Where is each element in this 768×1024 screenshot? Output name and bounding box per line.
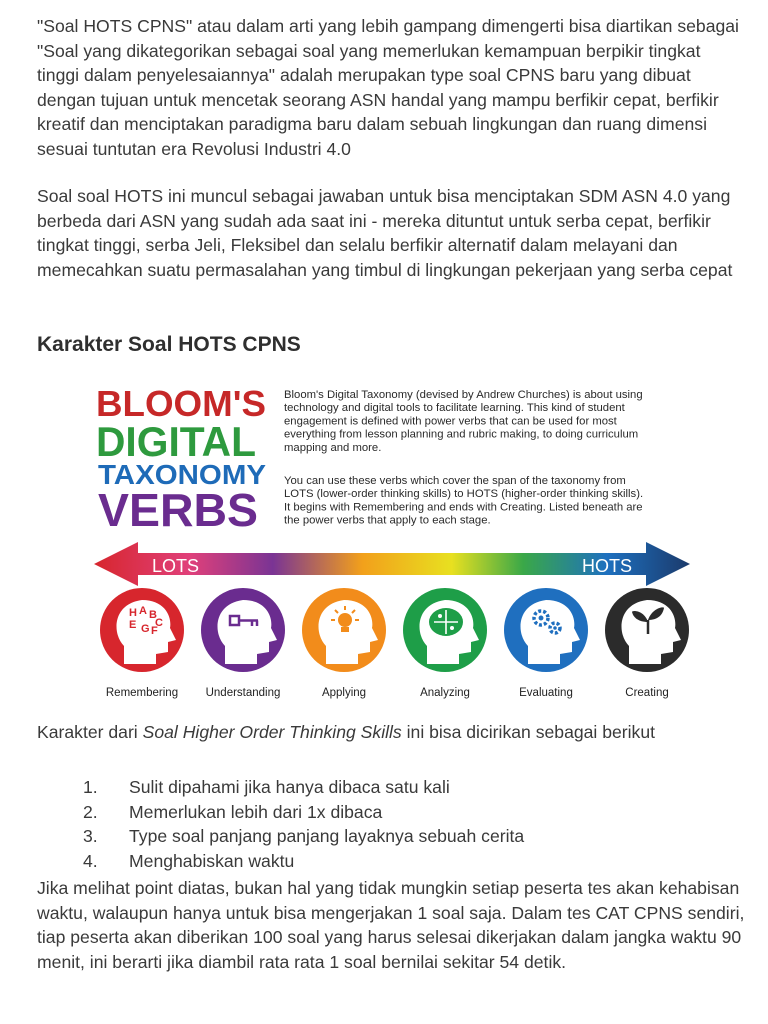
- stage-creating: [605, 588, 689, 699]
- desc-intro-line: everything from lesson planning and rubric making, to doing curriculum: [284, 428, 639, 441]
- stage-evaluating: [504, 588, 588, 699]
- stage-label: Remembering: [105, 687, 179, 699]
- bloom-taxonomy-figure: [94, 376, 694, 706]
- section-heading: Karakter Soal HOTS CPNS: [37, 333, 301, 356]
- desc-usage-line: the power verbs that apply to each stage.: [284, 514, 491, 527]
- stage-remembering: [100, 588, 184, 699]
- paragraph-hots-purpose: Soal soal HOTS ini muncul sebagai jawaban untuk bisa menciptakan SDM ASN 4.0 yang berbeda dari ASN yang sudah ada saat ini - mereka dituntut untuk serba cepat, berfikir tingkat tinggi, serba Jeli, Fleksibel dan selalu berfikir alternatif dalam melayani dan memecahkan suatu permasalahan yang timbul di lingkungan pekerjaan yang serba cepat: [37, 186, 733, 280]
- svg-text:C: C: [155, 617, 163, 629]
- stage-applying: [302, 588, 386, 699]
- desc-intro-line: mapping and more.: [284, 441, 382, 454]
- paragraph-hots-definition: "Soal HOTS CPNS" atau dalam arti yang lebih gampang dimengerti bisa diartikan sebagai "Soal yang dikategorikan sebagai soal yang memerlukan kemampuan berpikir tingkat tinggi dalam penyelesaiannya" adalah merupakan type soal CPNS baru yang dibuat dengan tujuan untuk mencetak seorang ASN handal yang mampu berfikir cepat, berfikir kreatif dan menciptakan paradigma baru dalam sebuah lingkungan dan ruang dimensi sesuai tuntutan era Revolusi Industri 4.0: [37, 16, 739, 159]
- desc-intro-line: Bloom's Digital Taxonomy (devised by Andrew Churches) is about using: [284, 389, 643, 401]
- stage-label: Understanding: [205, 687, 281, 699]
- title-line-blooms: BLOOM'S: [96, 383, 266, 424]
- figure-title: [96, 383, 266, 536]
- svg-text:E: E: [129, 619, 137, 631]
- stage-label: Evaluating: [519, 687, 573, 699]
- desc-intro-line: engagement is defined with power verbs that can be used for most: [284, 415, 617, 428]
- svg-text:G: G: [141, 623, 150, 635]
- svg-text:F: F: [151, 625, 158, 637]
- svg-text:H: H: [129, 607, 137, 619]
- list-intro: Karakter dari Soal Higher Order Thinking Skills ini bisa dicirikan sebagai berikut: [37, 722, 656, 742]
- arrow-label-lots: LOTS: [152, 556, 200, 576]
- puzzle-icon: [429, 608, 463, 636]
- figure-description: [284, 389, 643, 527]
- arrow-label-hots: HOTS: [582, 556, 633, 576]
- stage-analyzing: [403, 588, 487, 699]
- title-line-digital: DIGITAL: [96, 418, 256, 465]
- svg-text:B: B: [149, 609, 157, 621]
- svg-text:A: A: [139, 605, 147, 617]
- intro-emphasis: Soal Higher Order Thinking Skills: [142, 722, 402, 742]
- desc-usage-line: You can use these verbs which cover the span of the taxonomy from: [284, 475, 626, 487]
- stage-label: Creating: [625, 687, 669, 699]
- desc-intro-line: technology and digital tools to facilitate learning. This kind of student: [284, 402, 625, 415]
- lots-hots-arrow: [94, 542, 690, 586]
- stage-label: Applying: [321, 687, 367, 699]
- title-line-verbs: VERBS: [98, 484, 258, 536]
- desc-usage-line: It begins with Remembering and ends with Creating. Listed beneath are: [284, 501, 643, 514]
- paragraph-cat-timing: Jika melihat point diatas, bukan hal yang tidak mungkin setiap peserta tes akan kehabisan waktu, walaupun hanya untuk bisa mengerjakan 1 soal saja. Dalam tes CAT CPNS sendiri, tiap peserta akan diberikan 100 soal yang harus selesai dikerjakan dalam jangka waktu 90 menit, ini berarti jika diambil rata rata 1 soal bernilai sekitar 54 detik.: [37, 878, 745, 972]
- taxonomy-stages: [100, 588, 689, 699]
- stage-label: Analyzing: [420, 687, 470, 699]
- title-line-taxonomy: TAXONOMY: [98, 459, 267, 490]
- stage-understanding: [201, 588, 285, 699]
- document-page: "Soal HOTS CPNS" atau dalam arti yang lebih gampang dimengerti bisa diartikan sebagai "Soal yang dikategorikan sebagai soal yang memerlukan kemampuan berpikir tingkat tinggi dalam penyelesaiannya" adalah merupakan type soal CPNS baru yang dibuat dengan tujuan untuk mencetak seorang ASN handal yang mampu berfikir cepat, berfikir kreatif dan menciptakan paradigma baru dalam sebuah lingkungan dan ruang dimensi sesuai tuntutan era Revolusi Industri 4.0 Soal soal HOTS ini muncul sebagai jawaban untuk bisa menciptakan SDM ASN 4.0 yang berbeda dari ASN yang sudah ada saat ini - mereka dituntut untuk serba cepat, berfikir tingkat tinggi, serba Jeli, Fleksibel dan selalu berfikir alternatif dalam melayani dan memecahkan suatu permasalahan yang timbul di lingkungan pekerjaan yang serba cepat Karakter Soal HOTS CPNS BLOOM'S DIGITAL TAXONOMY VERBS Bloom's Digital Taxonomy (devised by Andrew Churches) is about using technology and digital tools to facilitate learning. This kind of student engagement is defined with power verbs that can be used for most everything from lesson planning and rubric making, to doing curriculum mapping and more. You can use these verbs which cover the span of the taxonomy from LOTS (lower-order thinking skills) to HOTS (higher-order thinking skills). It begins with Remembering and ends with Creating. Listed beneath are the power verbs that apply to each stage. LOTS HOTS H A B E C G F Remembering Understanding Applying Analyzing Evaluating Creating Karakter dari Soal Higher Order Thinking Skills ini bisa dicirikan sebagai berikut 1. Sulit dipahami jika hanya dibaca satu kali 2. Memerlukan lebih dari 1x dibaca 3. Type soal panjang panjang layaknya sebuah cerita 4. Menghabiskan waktu Jika melihat point diatas, bukan hal yang tidak mungkin setiap peserta tes akan kehabisan waktu, walaupun hanya untuk bisa mengerjakan 1 soal saja. Dalam tes CAT CPNS sendiri, tiap peserta akan diberikan 100 soal yang harus selesai dikerjakan dalam jangka waktu 90 menit, ini berarti jika diambil rata rata 1 soal bernilai sekitar 54 detik.: [0, 0, 768, 1024]
- desc-usage-line: LOTS (lower-order thinking skills) to HOTS (higher-order thinking skills).: [284, 488, 644, 501]
